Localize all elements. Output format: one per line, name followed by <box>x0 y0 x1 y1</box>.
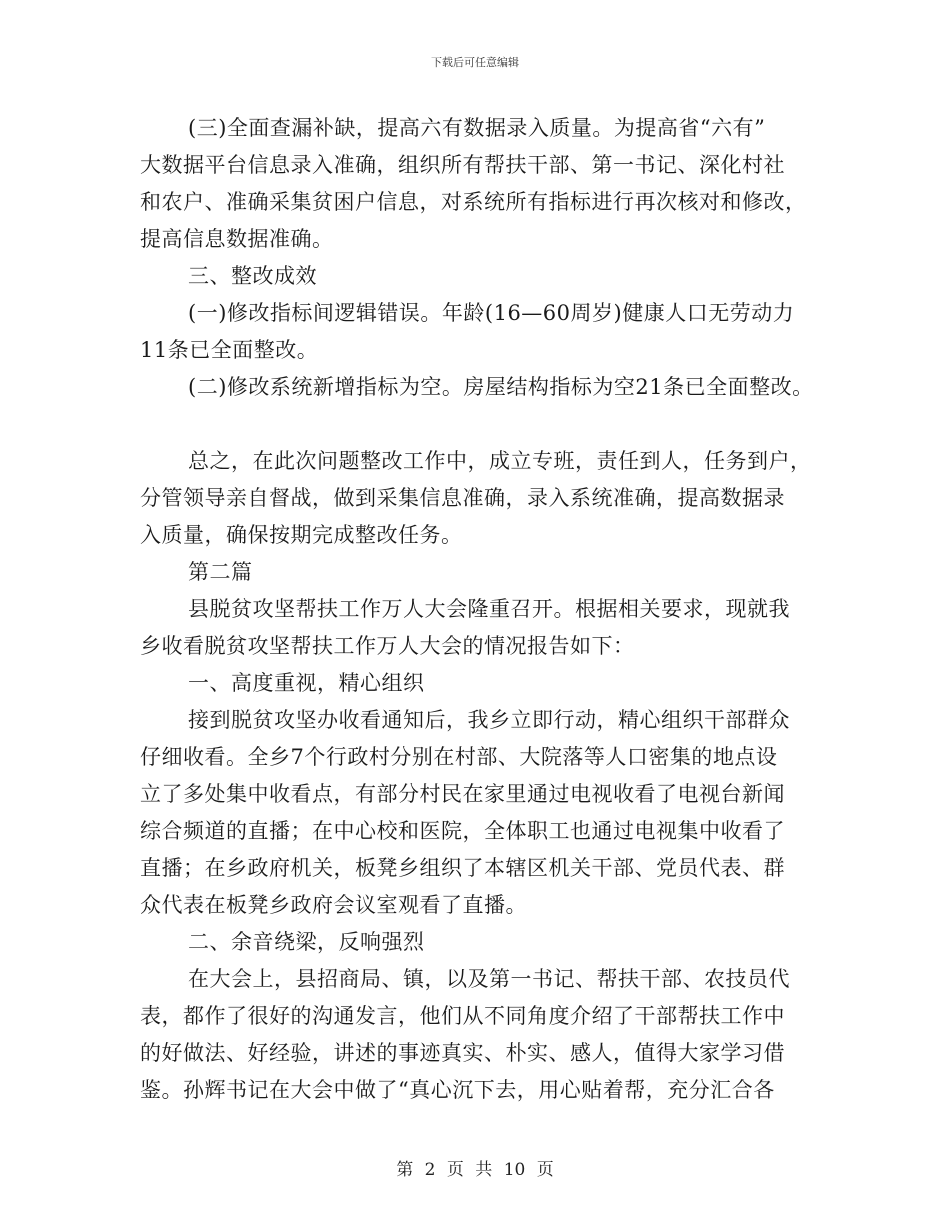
paragraph-line: 综合频道的直播；在中心校和医院，全体职工也通过电视集中收看了 <box>140 819 785 843</box>
paragraph-line: 众代表在板凳乡政府会议室观看了直播。 <box>140 893 527 917</box>
paragraph-line: 入质量，确保按期完成整改任务。 <box>140 523 463 547</box>
paragraph-line: 11条已全面整改。 <box>140 338 319 362</box>
paragraph-line: 和农户、准确采集贫困户信息，对系统所有指标进行再次核对和修改， <box>140 190 807 214</box>
paragraph-line: (二)修改系统新增指标为空。房屋结构指标为空21条已全面整改。 <box>188 375 814 399</box>
paragraph-line: 接到脱贫攻坚办收看通知后，我乡立即行动，精心组织干部群众 <box>188 708 790 732</box>
paragraph-line: 的好做法、好经验，讲述的事迹真实、朴实、感人，值得大家学习借 <box>140 1041 785 1065</box>
paragraph-line: 直播；在乡政府机关，板凳乡组织了本辖区机关干部、党员代表、群 <box>140 856 785 880</box>
paragraph-line: 仔细收看。全乡7个行政村分别在村部、大院落等人口密集的地点设 <box>140 745 778 769</box>
section-heading: 第二篇 <box>188 560 253 584</box>
section-heading: 一、高度重视，精心组织 <box>188 671 425 695</box>
paragraph-line: 乡收看脱贫攻坚帮扶工作万人大会的情况报告如下： <box>140 634 635 658</box>
page-header: 下载后可任意编辑 <box>431 56 519 69</box>
section-heading: 二、余音绕梁，反响强烈 <box>188 930 425 954</box>
paragraph-line: 立了多处集中收看点，有部分村民在家里通过电视收看了电视台新闻 <box>140 782 785 806</box>
paragraph-line: 在大会上，县招商局、镇，以及第一书记、帮扶干部、农技员代 <box>188 967 790 991</box>
paragraph-line: 总之，在此次问题整改工作中，成立专班，责任到人，任务到户， <box>188 449 812 473</box>
paragraph-line: 分管领导亲自督战，做到采集信息准确，录入系统准确，提高数据录 <box>140 486 785 510</box>
page-number-footer: 第 2 页 共 10 页 <box>396 1160 554 1180</box>
paragraph-line: 县脱贫攻坚帮扶工作万人大会隆重召开。根据相关要求，现就我 <box>188 597 790 621</box>
paragraph-line: 提高信息数据准确。 <box>140 227 334 251</box>
paragraph-line: 大数据平台信息录入准确，组织所有帮扶干部、第一书记、深化村社 <box>140 153 785 177</box>
document-body <box>140 110 830 1109</box>
paragraph-gap <box>140 406 830 443</box>
section-heading: 三、整改成效 <box>188 264 317 288</box>
paragraph-line: (一)修改指标间逻辑错误。年龄(16—60周岁)健康人口无劳动力 <box>188 301 795 325</box>
paragraph-line: 鉴。孙辉书记在大会中做了“真心沉下去，用心贴着帮，充分汇合各 <box>140 1078 775 1102</box>
paragraph-line: 表，都作了很好的沟通发言，他们从不同角度介绍了干部帮扶工作中 <box>140 1004 785 1028</box>
paragraph-line: (三)全面查漏补缺，提高六有数据录入质量。为提高省“六有” <box>188 116 766 140</box>
